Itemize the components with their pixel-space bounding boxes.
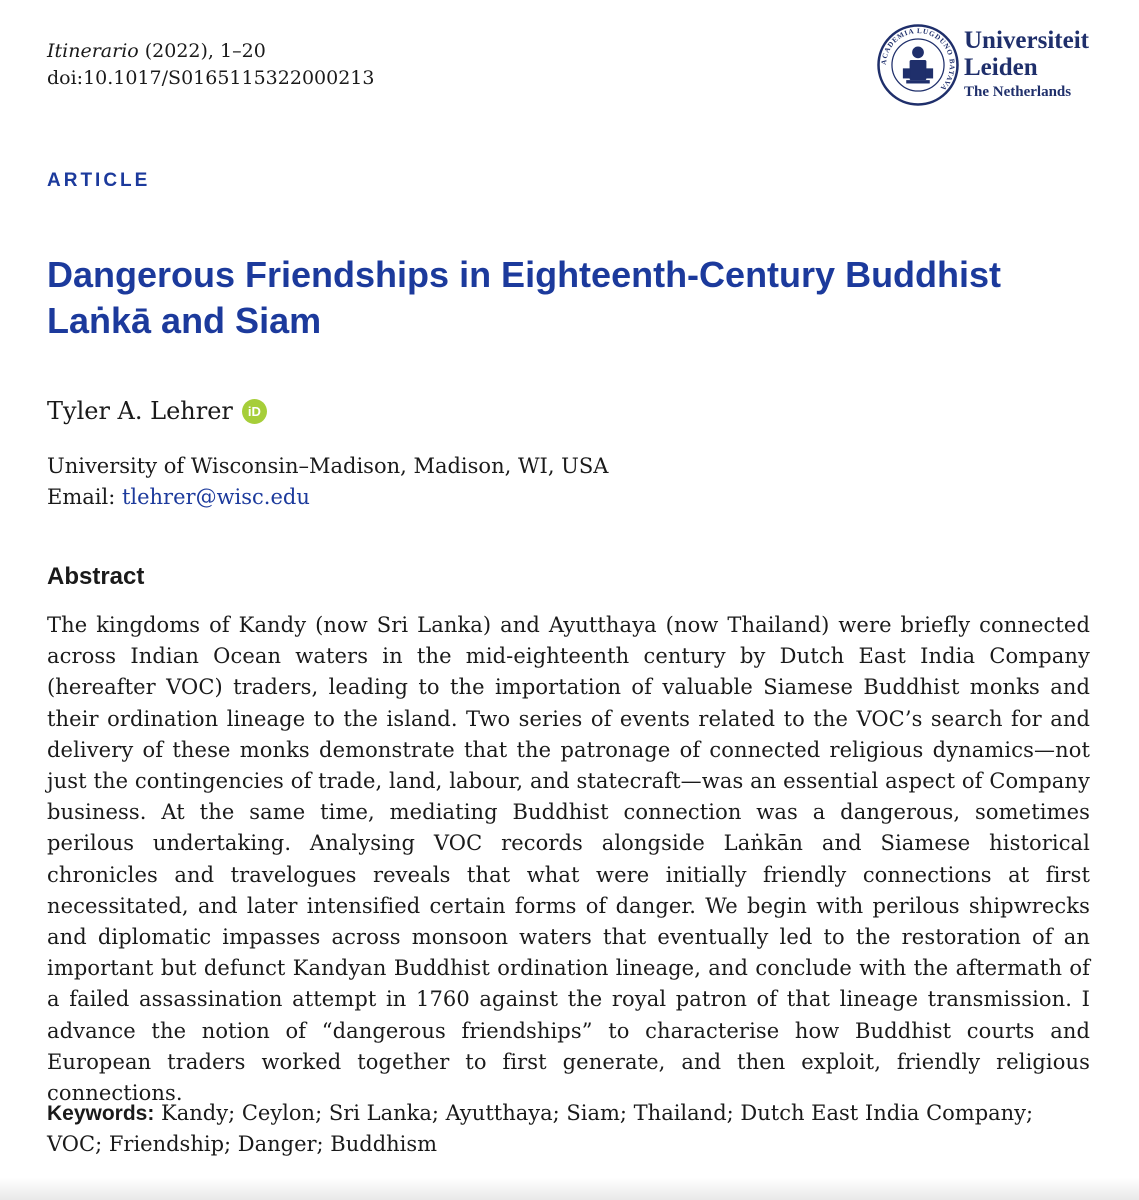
keywords-list: Kandy; Ceylon; Sri Lanka; Ayutthaya; Siam; Thailand; Dutch East India Company; VOC; Friendship; Danger; Buddhism — [47, 1101, 1034, 1156]
keywords — [47, 1098, 1090, 1160]
author-name: Tyler A. Lehrer — [47, 397, 233, 425]
logo-line-1: Universiteit — [964, 27, 1089, 54]
journal-citation — [47, 38, 374, 92]
svg-text:ACADEMIA LUGDUNO BATAVA: ACADEMIA LUGDUNO BATAVA — [879, 26, 957, 93]
affiliation: University of Wisconsin–Madison, Madison, WI, USA — [47, 454, 609, 478]
author-affiliation-block — [47, 451, 608, 513]
keywords-label: Keywords: — [47, 1102, 155, 1125]
email-link[interactable]: tlehrer@wisc.edu — [121, 485, 310, 509]
abstract-heading: Abstract — [47, 563, 145, 590]
university-logo — [876, 20, 1106, 110]
logo-line-2: Leiden — [964, 54, 1038, 81]
page-bottom-edge — [0, 1178, 1139, 1200]
leiden-seal-icon — [876, 23, 960, 107]
email-label: Email: — [47, 485, 122, 509]
article-type-label: ARTICLE — [47, 170, 151, 191]
journal-volume: (2022), 1–20 — [138, 40, 266, 62]
article-title: Dangerous Friendships in Eighteenth-Century Buddhist Laṅkā and Siam — [47, 254, 1002, 341]
journal-name: Itinerario — [47, 40, 139, 62]
logo-line-3: The Netherlands — [964, 84, 1072, 100]
author-line — [47, 397, 267, 425]
orcid-icon[interactable]: iD — [242, 399, 267, 424]
doi: doi:10.1017/S0165115322000213 — [47, 67, 375, 89]
university-name — [964, 27, 1089, 103]
abstract-text: The kingdoms of Kandy (now Sri Lanka) and Ayutthaya (now Thailand) were briefly connected across Indian Ocean waters in the mid-eighteenth century by Dutch East India Company (hereafter VOC) traders, leading to the importation of valuable Siamese Buddhist monks and their ordination lineage to the island. Two series of events related to the VOC’s search for and delivery of these monks demonstrate that the patronage of connected religious dynamics—not just the contingencies of trade, land, labour, and statecraft—was an essential aspect of Company business. At the same time, mediating Buddhist connection was a dangerous, sometimes perilous undertaking. Analysing VOC records alongside Laṅkān and Siamese historical chronicles and travelogues reveals that what were initially friendly connections at first necessitated, and later intensified certain forms of danger. We begin with perilous shipwrecks and diplomatic impasses across monsoon waters that eventually led to the restoration of an important but defunct Kandyan Buddhist ordination lineage, and conclude with the aftermath of a failed assassination attempt in 1760 against the royal patron of that lineage transmission. I advance the notion of “dangerous friendships” to characterise how Buddhist courts and European traders worked together to first generate, and then exploit, friendly religious connections. — [47, 613, 1090, 1106]
